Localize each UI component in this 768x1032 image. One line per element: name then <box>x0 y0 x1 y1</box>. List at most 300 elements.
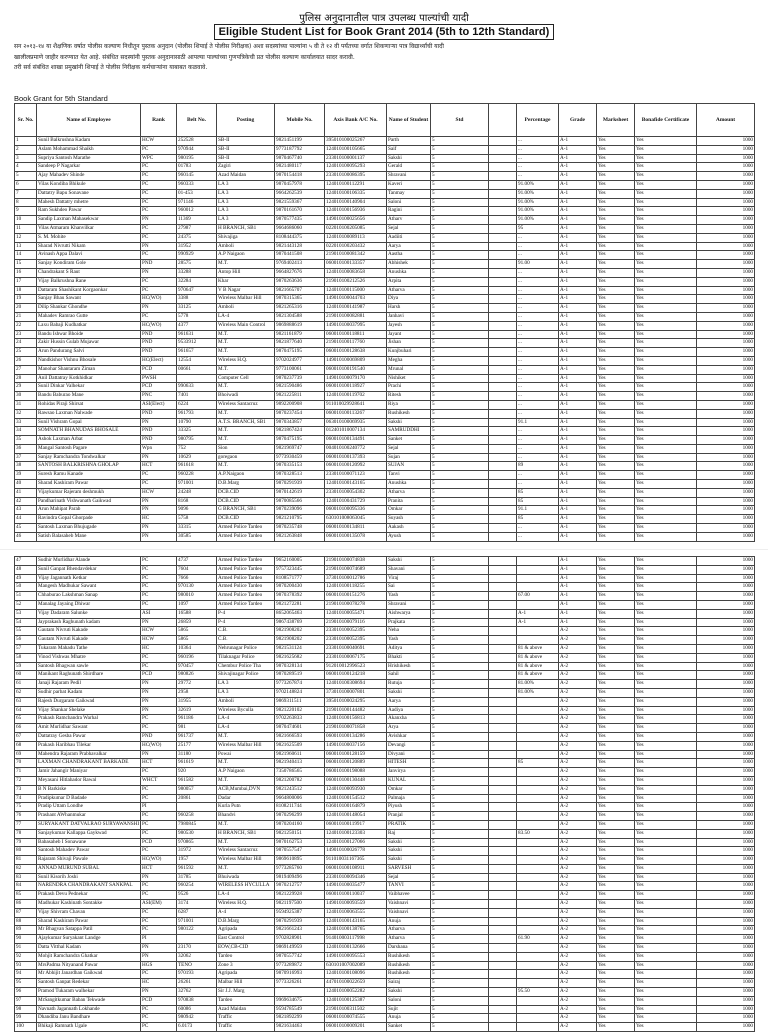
table-cell: Yes <box>635 829 697 838</box>
table-cell: Yes <box>635 653 697 662</box>
table-cell: A-1 <box>559 427 597 436</box>
table-cell: Kunjbuhari <box>387 348 431 357</box>
table-cell: DCB.CID <box>217 497 275 506</box>
table-cell: Yes <box>635 935 697 944</box>
table-cell: A.P Naigaon <box>217 768 275 777</box>
table-cell: 26 <box>15 356 37 365</box>
table-cell: Yes <box>597 583 635 592</box>
table-cell: 395010100024295 <box>325 697 387 706</box>
table-cell: Yes <box>597 515 635 524</box>
table-cell: 1000 <box>697 732 755 741</box>
table-cell: A-1 <box>559 409 597 418</box>
table-cell: Prajkata <box>387 618 431 627</box>
table-cell: Yes <box>597 260 635 269</box>
table-cell: 124010100308694 <box>325 680 387 689</box>
table-cell: Yes <box>597 436 635 445</box>
table-cell: Ragini <box>387 207 431 216</box>
section-label: Book Grant for 5th Standard <box>14 94 108 103</box>
table-cell <box>489 312 517 321</box>
table-cell <box>517 820 559 829</box>
table-cell: A-1 <box>559 583 597 592</box>
table-cell: 5 <box>15 172 37 181</box>
table-cell: Sunil Vishram Gopal <box>37 418 141 427</box>
table-cell: SURYAKANT DATVALRAO SURYAWANSHI <box>37 820 141 829</box>
table-cell <box>489 838 517 847</box>
table-cell: LA-4 <box>217 724 275 733</box>
table-cell: 8108444375 <box>275 233 325 242</box>
table-cell: ... <box>517 330 559 339</box>
table-cell <box>489 688 517 697</box>
table-cell <box>489 820 517 829</box>
table-cell: ... <box>517 304 559 313</box>
table-row <box>15 242 755 251</box>
table-cell: PN <box>141 242 177 251</box>
table-cell: SB-II <box>217 137 275 146</box>
table-cell: 9821867424 <box>275 427 325 436</box>
table-cell: 5 <box>431 1014 489 1023</box>
table-cell: 54 <box>15 618 37 627</box>
table-cell: 9870335153 <box>275 462 325 471</box>
table-cell: 5 <box>431 864 489 873</box>
table-cell: 96 <box>15 988 37 997</box>
table-cell: A-1 <box>559 532 597 541</box>
table-cell: Sakshi <box>387 154 431 163</box>
table-cell: 9773100061 <box>275 365 325 374</box>
table-cell: SUJAN <box>387 462 431 471</box>
table-cell: 1000 <box>697 636 755 645</box>
table-cell: A-1 <box>559 515 597 524</box>
table-cell <box>489 400 517 409</box>
table-cell: 961618 <box>177 462 217 471</box>
table-cell: 91.00% <box>517 198 559 207</box>
table-cell: Dattatray Gesba Pawar <box>37 732 141 741</box>
table-cell: 149010100037156 <box>325 741 387 750</box>
table-cell: 960254 <box>177 882 217 891</box>
table-cell: Yes <box>635 418 697 427</box>
table-cell <box>489 592 517 601</box>
table-cell: PND <box>141 339 177 348</box>
table-cell: Saloni <box>387 996 431 1005</box>
table-cell: Mr Abhijit Janardhan Gaikwad <box>37 970 141 979</box>
table-cell: 5 <box>431 820 489 829</box>
table-cell: PC <box>141 163 177 172</box>
table-cell: Yes <box>635 480 697 489</box>
table-cell: 060010100095336 <box>325 506 387 515</box>
table-cell: 124010100119702 <box>325 392 387 401</box>
table-cell: 960012 <box>177 207 217 216</box>
table-cell: Yes <box>597 759 635 768</box>
table-cell: 9870212757 <box>275 882 325 891</box>
table-row <box>15 488 755 497</box>
table-cell: A-1 <box>559 216 597 225</box>
table-cell: 1000 <box>697 785 755 794</box>
table-cell: Vijaykumar Rajeram deshmukh <box>37 488 141 497</box>
table-cell <box>489 242 517 251</box>
table-cell: PND <box>141 260 177 269</box>
table-row <box>15 838 755 847</box>
table-cell: A-1 <box>559 172 597 181</box>
table-cell: A-1 <box>559 321 597 330</box>
table-cell: A-2 <box>559 926 597 935</box>
table-cell <box>489 970 517 979</box>
table-cell <box>489 356 517 365</box>
table-cell: HCW <box>141 636 177 645</box>
table-cell: 960196 <box>177 653 217 662</box>
table-cell: A-1 <box>559 339 597 348</box>
table-cell: Yes <box>597 961 635 970</box>
table-cell: 9870474601 <box>275 724 325 733</box>
table-cell: 1000 <box>697 908 755 917</box>
column-header: Name of Employee <box>37 104 141 137</box>
table-cell: 5 <box>431 741 489 750</box>
table-cell: 1000 <box>697 365 755 374</box>
table-cell: 1000 <box>697 847 755 856</box>
table-cell: 1000 <box>697 1023 755 1032</box>
table-cell: Tanmay <box>387 189 431 198</box>
table-cell: 1000 <box>697 312 755 321</box>
table-cell: 630101007002089 <box>325 961 387 970</box>
table-cell: ... <box>517 409 559 418</box>
table-cell: 961737 <box>177 732 217 741</box>
table-cell: Sharad Kashiram Pawar <box>37 917 141 926</box>
table-cell: Arya <box>387 724 431 733</box>
table-cell: LA 3 <box>217 688 275 697</box>
table-cell: 5 <box>431 268 489 277</box>
table-cell: 9869149959 <box>275 944 325 953</box>
table-cell: Yes <box>597 163 635 172</box>
table-cell: Yes <box>635 392 697 401</box>
table-cell: 752 <box>177 444 217 453</box>
table-cell: 9870291939 <box>275 917 325 926</box>
table-cell: PC <box>141 926 177 935</box>
table-cell: 52 <box>15 600 37 609</box>
table-cell: 5 <box>431 644 489 653</box>
table-cell <box>517 926 559 935</box>
table-cell: Harsh <box>387 304 431 313</box>
table-cell: PCD <box>141 838 177 847</box>
table-cell: 1000 <box>697 768 755 777</box>
table-cell: 9870475195 <box>275 348 325 357</box>
table-row <box>15 154 755 163</box>
table-cell: Yes <box>597 321 635 330</box>
table-cell: Rajesh Durgaram Gaikwad <box>37 697 141 706</box>
table-row <box>15 356 755 365</box>
table-cell: 630101008063045 <box>325 515 387 524</box>
table-cell: Dattaram Shashikant Korgaonkar <box>37 286 141 295</box>
table-cell <box>489 794 517 803</box>
table-cell <box>489 996 517 1005</box>
table-cell: M.T. <box>217 864 275 873</box>
table-cell: Anil Dattatray Kotkhidkar <box>37 374 141 383</box>
table-cell: 5 <box>431 768 489 777</box>
table-cell: ... <box>517 163 559 172</box>
table-cell: 9821451199 <box>275 137 325 146</box>
table-cell: 9819409496 <box>275 873 325 882</box>
table-cell: NARENDRA CHANDRAKANT SANKPAL <box>37 882 141 891</box>
table-cell: 9773267874 <box>275 680 325 689</box>
table-cell: Nandkishor Vishnu Bhosale <box>37 356 141 365</box>
table-cell: 1000 <box>697 653 755 662</box>
table-cell: 31180 <box>177 750 217 759</box>
table-cell: Avishkar <box>387 732 431 741</box>
table-cell: 33 <box>15 418 37 427</box>
table-cell: ... <box>517 374 559 383</box>
table-cell: 97 <box>15 996 37 1005</box>
table-cell: ... <box>517 172 559 181</box>
table-cell: 5865 <box>177 636 217 645</box>
table-row <box>15 260 755 269</box>
table-cell: 060010100120889 <box>325 759 387 768</box>
table-cell: Yes <box>635 515 697 524</box>
table-cell: Amboli <box>217 242 275 251</box>
table-cell: Yes <box>597 506 635 515</box>
table-cell: A-2 <box>559 697 597 706</box>
table-cell: Armed Police Tardeo <box>217 565 275 574</box>
table-cell: Yes <box>635 180 697 189</box>
table-cell: 1000 <box>697 339 755 348</box>
table-cell: Bhikaji Ramnath Ugale <box>37 1023 141 1032</box>
table-cell: 16588 <box>177 609 217 618</box>
table-cell <box>489 286 517 295</box>
table-row <box>15 532 755 541</box>
table-cell: M.T. <box>217 776 275 785</box>
table-cell: 91.00 <box>517 260 559 269</box>
table-cell: 33325 <box>177 427 217 436</box>
table-cell: Yes <box>597 409 635 418</box>
table-cell: MrsPadma Nityanand Pawar <box>37 961 141 970</box>
table-cell: 10790 <box>177 418 217 427</box>
table-cell <box>489 295 517 304</box>
table-cell: 81 & above <box>517 644 559 653</box>
table-cell: Pradip Uttam Londhe <box>37 803 141 812</box>
table-cell: Vijay Shivram Chavan <box>37 908 141 917</box>
table-cell: 960333 <box>177 180 217 189</box>
table-cell: D.B.Marg <box>217 917 275 926</box>
table-cell: Yes <box>597 565 635 574</box>
table-cell <box>489 697 517 706</box>
table-cell: 233010100086395 <box>325 172 387 181</box>
table-cell: 5 <box>431 574 489 583</box>
table-cell: 9821892299 <box>275 1014 325 1023</box>
table-cell: Yes <box>635 926 697 935</box>
table-cell: A-1 <box>559 207 597 216</box>
table-cell: Agripada <box>217 970 275 979</box>
table-cell: PC <box>141 882 177 891</box>
table-cell: 124010100156936 <box>325 207 387 216</box>
table-cell: 81 & above <box>517 653 559 662</box>
table-cell <box>517 1023 559 1032</box>
table-row <box>15 741 755 750</box>
table-cell: 1000 <box>697 242 755 251</box>
table-cell: 80 <box>15 847 37 856</box>
table-cell <box>489 304 517 313</box>
table-cell: A-1 <box>559 348 597 357</box>
table-cell: Yes <box>597 1014 635 1023</box>
table-cell: 9821625682 <box>275 653 325 662</box>
table-cell: 6 <box>15 180 37 189</box>
table-cell: M.T. <box>217 365 275 374</box>
table-cell: Vijay Shankar Shelake <box>37 706 141 715</box>
table-cell: M.T. <box>217 348 275 357</box>
table-cell: 149010100025656 <box>325 216 387 225</box>
table-cell: 961793 <box>177 409 217 418</box>
table-cell: 1000 <box>697 829 755 838</box>
table-cell: 5 <box>431 724 489 733</box>
table-row <box>15 926 755 935</box>
table-cell: Chhaburao Lakshman Sanap <box>37 592 141 601</box>
table-cell: 5865 <box>177 627 217 636</box>
table-cell: 1000 <box>697 917 755 926</box>
table-cell: 124010100123303 <box>325 829 387 838</box>
table-cell: ... <box>517 392 559 401</box>
table-cell: 5 <box>431 497 489 506</box>
table-cell: 004010100240772 <box>325 444 387 453</box>
table-cell: 9757323445 <box>275 565 325 574</box>
table-cell: Aakash <box>387 524 431 533</box>
table-cell: Amboli <box>217 304 275 313</box>
table-row <box>15 706 755 715</box>
table-cell <box>489 180 517 189</box>
table-cell <box>517 952 559 961</box>
table-cell <box>489 409 517 418</box>
table-cell: Pramod Tukaram walhekar <box>37 988 141 997</box>
table-cell: PC <box>141 557 177 566</box>
table-cell: 5 <box>431 970 489 979</box>
table-cell: Vinod Vishwas Mhatre <box>37 653 141 662</box>
table-cell: Bhakti <box>387 653 431 662</box>
table-cell: PN <box>141 524 177 533</box>
table-row <box>15 295 755 304</box>
table-cell: 1000 <box>697 838 755 847</box>
table-cell: 5 <box>431 935 489 944</box>
table-cell <box>489 145 517 154</box>
table-cell: Sahil <box>387 671 431 680</box>
table-cell: PC <box>141 224 177 233</box>
table-row <box>15 618 755 627</box>
table-cell <box>489 706 517 715</box>
table-cell: Yes <box>635 847 697 856</box>
table-cell: Sujan <box>387 453 431 462</box>
table-cell: Vilas Atmaram Khanvilkar <box>37 224 141 233</box>
table-cell: Amboli <box>217 697 275 706</box>
table-cell: 91.00% <box>517 180 559 189</box>
table-cell: ... <box>517 137 559 146</box>
table-cell: Vaishnavi <box>387 900 431 909</box>
table-cell <box>517 706 559 715</box>
table-cell <box>517 732 559 741</box>
table-cell: 5 <box>431 583 489 592</box>
table-cell: 83.50 <box>517 829 559 838</box>
table-cell <box>489 453 517 462</box>
table-cell: PND <box>141 348 177 357</box>
table-cell: 7604 <box>177 565 217 574</box>
table-cell: 233010100071123 <box>325 471 387 480</box>
table-cell: 5 <box>431 732 489 741</box>
table-cell: Ritesh <box>387 392 431 401</box>
table-cell: 5 <box>431 856 489 865</box>
table-cell: 5 <box>431 776 489 785</box>
table-cell: Traffic <box>217 1014 275 1023</box>
table-cell: 5 <box>431 653 489 662</box>
table-cell: 39 <box>15 471 37 480</box>
table-row <box>15 812 755 821</box>
table-row <box>15 644 755 653</box>
table-cell: 1000 <box>697 497 755 506</box>
table-cell: 5 <box>431 304 489 313</box>
table-row <box>15 680 755 689</box>
table-cell <box>489 926 517 935</box>
table-cell: 1000 <box>697 882 755 891</box>
table-cell: PND <box>141 427 177 436</box>
table-cell: Yes <box>597 532 635 541</box>
table-cell: Yes <box>597 776 635 785</box>
table-cell: Armed Police Tardeo <box>217 524 275 533</box>
table-cell: Supriya Santosh Marathe <box>37 154 141 163</box>
table-cell: 9870296299 <box>275 812 325 821</box>
table-cell: M.T. <box>217 427 275 436</box>
table-cell: 9821908202 <box>275 636 325 645</box>
table-cell: A-1 <box>559 471 597 480</box>
table-cell: Akanxha <box>387 715 431 724</box>
table-cell: PN <box>141 506 177 515</box>
table-row <box>15 497 755 506</box>
table-cell: A-1 <box>559 268 597 277</box>
table-cell: Yes <box>635 339 697 348</box>
table-cell: Bhoiwadi <box>217 392 275 401</box>
table-cell: 81 & above <box>517 671 559 680</box>
table-cell: Mahesh Dattatry mhetre <box>37 198 141 207</box>
table-cell <box>489 759 517 768</box>
table-cell: Vijay Dadaram Salunke <box>37 609 141 618</box>
table-cell: 6287 <box>177 908 217 917</box>
table-cell: Wireless Malbar Hill <box>217 856 275 865</box>
table-cell: Satish Balasaheb Mane <box>37 532 141 541</box>
table-cell <box>517 794 559 803</box>
table-cell: 5 <box>431 189 489 198</box>
table-cell: 1000 <box>697 400 755 409</box>
table-cell: 5 <box>431 917 489 926</box>
table-cell: WHCT <box>141 776 177 785</box>
table-cell: 22 <box>15 321 37 330</box>
table-cell: Janhavi <box>387 312 431 321</box>
table-cell: 1000 <box>697 565 755 574</box>
table-cell: LA-4 <box>217 715 275 724</box>
table-cell: 9821625509 <box>275 741 325 750</box>
table-cell: TANVI <box>387 882 431 891</box>
table-cell: 9870291939 <box>275 480 325 489</box>
table-cell: 5 <box>431 427 489 436</box>
table-cell: 219010100079116 <box>325 618 387 627</box>
table-cell: A-2 <box>559 627 597 636</box>
table-cell: PC <box>141 286 177 295</box>
table-cell: 971146 <box>177 198 217 207</box>
table-cell: SOMNATH BHANUDAS BHOSALE <box>37 427 141 436</box>
table-cell: 912010012996523 <box>325 662 387 671</box>
table-row <box>15 163 755 172</box>
table-cell: Yes <box>635 706 697 715</box>
table-cell: A-2 <box>559 882 597 891</box>
table-cell: Yes <box>635 444 697 453</box>
table-cell: 93 <box>15 961 37 970</box>
table-row <box>15 137 755 146</box>
table-cell: Gautam Nivruti Kakade <box>37 636 141 645</box>
table-cell: Janvirya <box>387 768 431 777</box>
table-row <box>15 383 755 392</box>
table-cell: 5 <box>431 750 489 759</box>
table-cell: 060010100191540 <box>325 365 387 374</box>
table-row <box>15 251 755 260</box>
table-cell: 219010100212526 <box>325 277 387 286</box>
